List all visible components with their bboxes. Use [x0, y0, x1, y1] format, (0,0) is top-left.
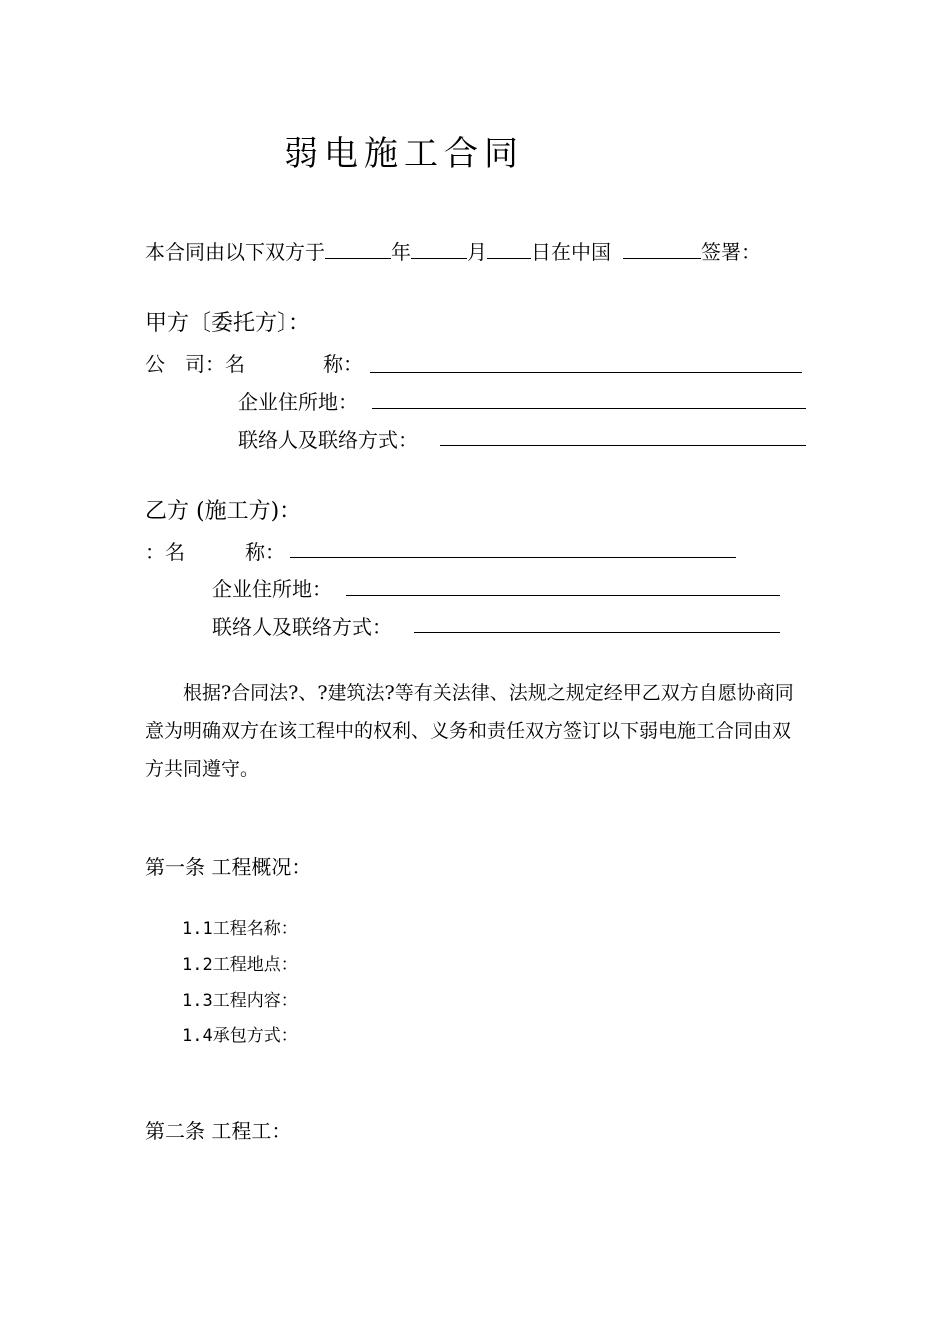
party-b-name-suffix: 称：: [245, 540, 285, 564]
party-a-name-suffix: 称：: [323, 352, 363, 376]
article1-item: 1.1工程名称：: [182, 919, 298, 939]
party-a-contact-label: 联络人及联络方式：: [238, 428, 418, 452]
party-b-contact-label: 联络人及联络方式：: [212, 615, 392, 639]
article1-heading: 第一条 工程概况：: [145, 855, 312, 879]
party-a-contact-field[interactable]: [440, 445, 806, 446]
month-label: 月: [467, 240, 487, 264]
party-a-address-field[interactable]: [372, 408, 806, 409]
party-b-name-label: ：名: [145, 540, 185, 564]
place-blank[interactable]: [623, 258, 701, 259]
sign-label: 签署：: [701, 240, 761, 264]
party-a-heading: 甲方〔委托方〕：: [145, 311, 311, 336]
preamble-paragraph: 根据?合同法?、?建筑法?等有关法律、法规之规定经甲乙双方自愿协商同意为明确双方在该工程中的权利、义务和责任双方签订以下弱电施工合同由双方共同遵守。: [145, 682, 794, 780]
intro-prefix: 本合同由以下双方于: [145, 240, 325, 264]
article2-heading: 第二条 工程工：: [145, 1119, 292, 1143]
day-place-label: 日在中国: [531, 240, 611, 264]
year-blank[interactable]: [325, 258, 391, 259]
year-label: 年: [391, 240, 411, 264]
party-a-company-label: 公 司：名: [145, 352, 245, 376]
party-b-name-field[interactable]: [290, 557, 736, 558]
party-b-address-label: 企业住所地：: [212, 577, 332, 601]
day-blank[interactable]: [487, 258, 531, 259]
month-blank[interactable]: [411, 258, 467, 259]
party-a-name-field[interactable]: [370, 372, 802, 373]
article1-item: 1.4承包方式：: [182, 1026, 298, 1046]
party-a-address-label: 企业住所地：: [238, 390, 358, 414]
article1-item: 1.2工程地点：: [182, 955, 298, 975]
document-title: 弱电施工合同: [284, 134, 524, 174]
article1-item: 1.3工程内容：: [182, 991, 298, 1011]
party-b-address-field[interactable]: [346, 595, 780, 596]
party-b-contact-field[interactable]: [414, 632, 780, 633]
party-b-heading: 乙方 (施工方)：: [145, 499, 302, 524]
intro-line: [145, 236, 761, 265]
